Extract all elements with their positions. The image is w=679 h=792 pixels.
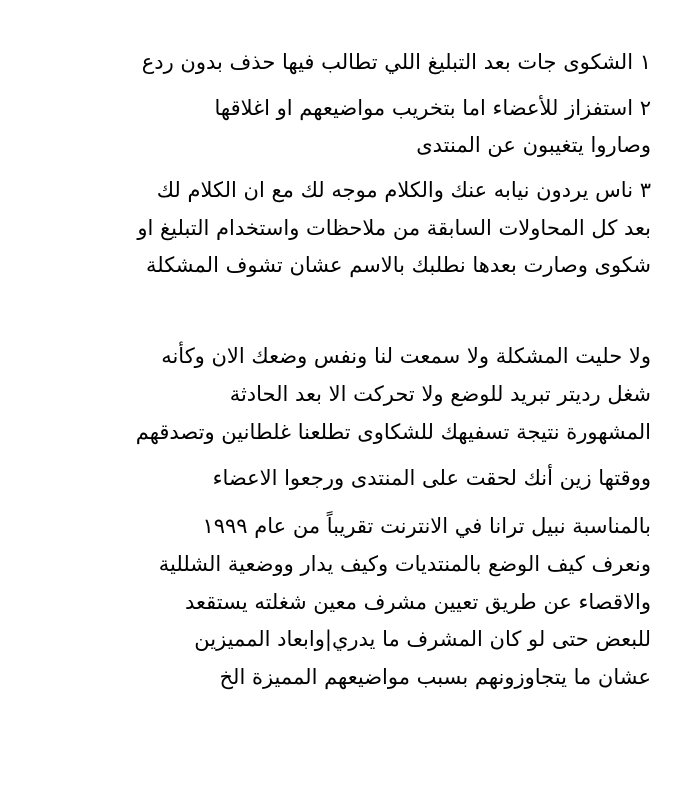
text-line: ووقتها زين أنك لحقت على المنتدى ورجعوا الاعضاء (212, 466, 651, 490)
text-line: شغل رديتر تبريد للوضع ولا تحركت الا بعد الحادثة (229, 382, 651, 406)
text-line: المشهورة نتيجة تسفيهك للشكاوى تطلعنا غلطانين وتصدقهم (135, 420, 651, 444)
text-line: شكوى وصارت بعدها نطلبك بالاسم عشان تشوف المشكلة (145, 253, 651, 277)
text-line: وصاروا يتغيبون عن المنتدى (416, 133, 651, 157)
text-line: والاقصاء عن طريق تعيين مشرف معين شغلته يستقعد (184, 590, 651, 614)
text-line: للبعض حتى لو كان المشرف ما يدري|وابعاد المميزين (194, 627, 651, 651)
text-line: بالمناسبة نبيل ترانا في الانترنت تقريباً من عام ١٩٩٩ (202, 514, 651, 538)
text-line: ٢ استفزاز للأعضاء اما بتخريب مواضيعهم او اغلاقها (214, 96, 651, 120)
text-line: ٣ ناس يردون نيابه عنك والكلام موجه لك مع ان الكلام لك (156, 178, 651, 202)
text-line: عشان ما يتجاوزونهم بسبب مواضيعهم المميزة الخ (219, 665, 651, 689)
text-line: ونعرف كيف الوضع بالمنتديات وكيف يدار ووضعية الشللية (158, 552, 651, 576)
text-line: ولا حليت المشكلة ولا سمعت لنا ونفس وضعك الان وكأنه (161, 344, 651, 368)
text-line: ١ الشكوى جات بعد التبليغ اللي تطالب فيها حذف بدون ردع (141, 50, 651, 74)
text-line: بعد كل المحاولات السابقة من ملاحظات واستخدام التبليغ او (137, 216, 651, 240)
